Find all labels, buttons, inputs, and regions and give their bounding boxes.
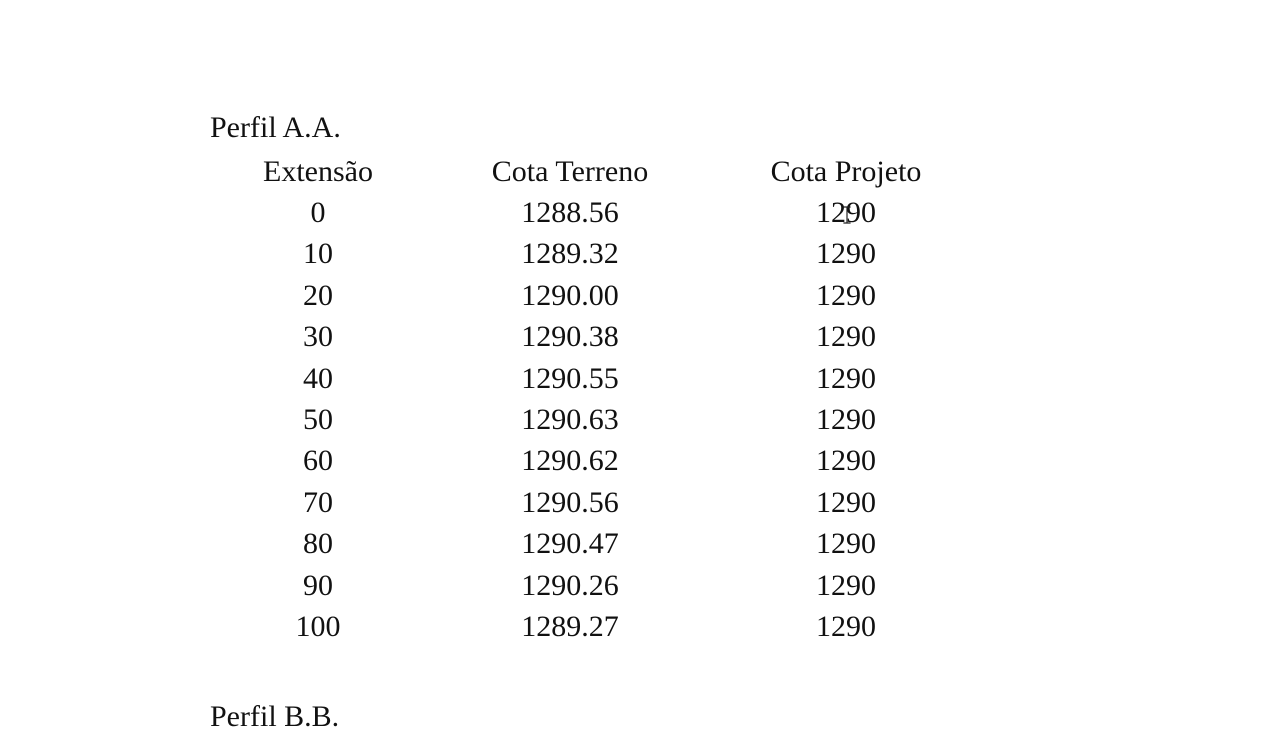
table-row xyxy=(0,317,1280,358)
table-header-row xyxy=(0,152,1280,193)
cota-projeto-cell: 1290 xyxy=(816,527,876,561)
extensao-cell: 80 xyxy=(303,527,333,561)
cota-projeto-cell: 1290 xyxy=(816,196,876,229)
cota-projeto-cell: 1290 xyxy=(816,237,876,271)
extensao-cell: 0 xyxy=(310,196,326,229)
elevation-table xyxy=(0,152,1280,648)
table-row xyxy=(0,193,1280,234)
cota-terreno-cell: 1290.00 xyxy=(521,278,619,312)
section-title-perfil-bb: Perfil B.B. xyxy=(210,700,340,733)
cota-terreno-cell: 1289.27 xyxy=(521,609,619,643)
extensao-cell: 50 xyxy=(303,402,333,436)
table-row xyxy=(0,607,1280,648)
cota-projeto-cell: 1290 xyxy=(816,568,876,602)
extensao-cell: 20 xyxy=(303,278,333,312)
cota-terreno-cell: 1290.63 xyxy=(521,402,619,436)
extensao-cell: 40 xyxy=(303,361,333,395)
cota-projeto-cell: 1290 xyxy=(816,278,876,312)
table-row xyxy=(0,524,1280,565)
cota-terreno-cell: 1290.47 xyxy=(521,527,619,561)
cota-projeto-cell: 1290 xyxy=(816,444,876,478)
extensao-cell: 100 xyxy=(295,609,341,643)
cota-projeto-cell: 1290 xyxy=(816,361,876,395)
cota-terreno-cell: 1290.26 xyxy=(521,568,619,602)
table-row xyxy=(0,276,1280,317)
cota-terreno-cell: 1290.62 xyxy=(521,444,619,478)
cota-terreno-cell: 1290.38 xyxy=(521,320,619,354)
section-title-perfil-aa: Perfil A.A. xyxy=(210,111,341,144)
cota-terreno-cell: 1288.56 xyxy=(521,196,619,229)
table-row xyxy=(0,359,1280,400)
cota-projeto-cell: 1290 xyxy=(816,320,876,354)
table-row xyxy=(0,234,1280,275)
table-row xyxy=(0,441,1280,482)
table-row xyxy=(0,566,1280,607)
cota-terreno-cell: 1290.56 xyxy=(521,485,619,519)
column-header-extensao: Extensão xyxy=(263,155,373,188)
extensao-cell: 10 xyxy=(303,237,333,271)
text-cursor-icon xyxy=(843,206,851,224)
extensao-cell: 60 xyxy=(303,444,333,478)
cota-projeto-cell: 1290 xyxy=(816,402,876,436)
table-row xyxy=(0,400,1280,441)
cota-projeto-cell: 1290 xyxy=(816,609,876,643)
extensao-cell: 30 xyxy=(303,320,333,354)
cota-terreno-cell: 1290.55 xyxy=(521,361,619,395)
cota-projeto-cell: 1290 xyxy=(816,485,876,519)
column-header-cota-terreno: Cota Terreno xyxy=(491,155,649,188)
table-row xyxy=(0,483,1280,524)
extensao-cell: 70 xyxy=(303,485,333,519)
cota-terreno-cell: 1289.32 xyxy=(521,237,619,271)
extensao-cell: 90 xyxy=(303,568,333,602)
column-header-cota-projeto: Cota Projeto xyxy=(770,155,922,188)
